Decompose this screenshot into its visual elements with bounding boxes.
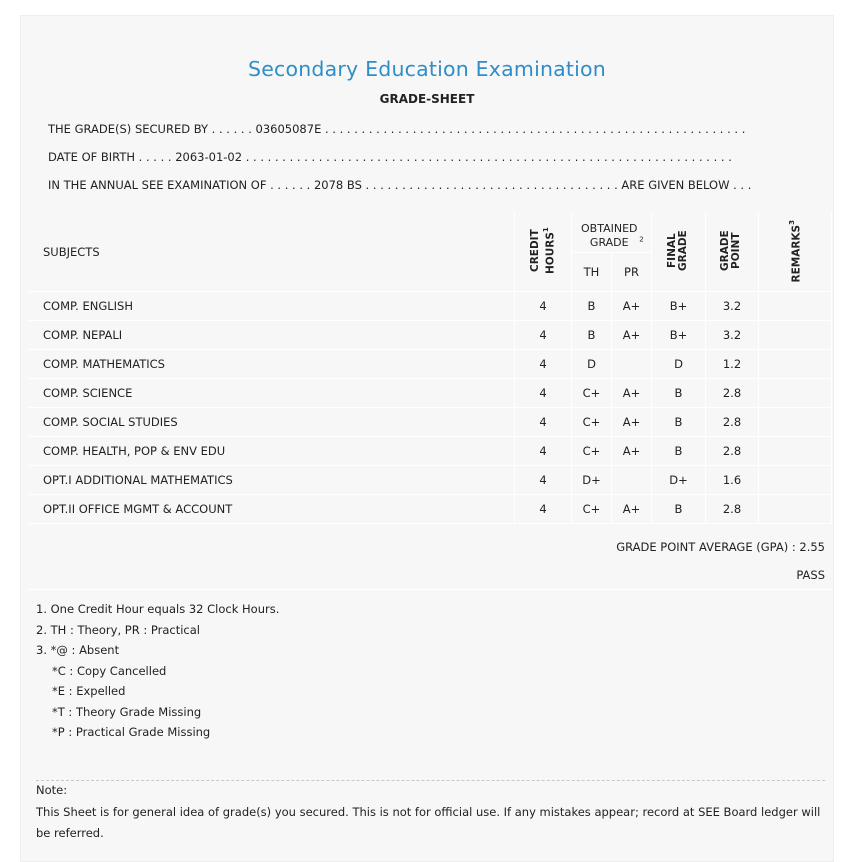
pr-cell: A+ (612, 408, 652, 437)
pr-cell: A+ (612, 292, 652, 321)
grade-point-header: GRADE POINT (706, 212, 759, 292)
th-cell: C+ (572, 379, 612, 408)
table-row (28, 321, 832, 350)
credit-cell: 4 (515, 495, 572, 524)
final-grade-cell: D (652, 350, 706, 379)
grade-point-cell: 2.8 (706, 495, 759, 524)
credit-cell: 4 (515, 321, 572, 350)
final-grade-cell: B (652, 379, 706, 408)
th-cell: D (572, 350, 612, 379)
credit-cell: 4 (515, 408, 572, 437)
remarks-cell (759, 437, 832, 466)
table-row (28, 350, 832, 379)
grade-point-cell: 3.2 (706, 321, 759, 350)
table-row (28, 466, 832, 495)
remarks-cell (759, 350, 832, 379)
footnote-item: *P : Practical Grade Missing (52, 725, 211, 739)
remarks-header: REMARKS$^3$ (759, 212, 832, 292)
final-grade-cell: B+ (652, 321, 706, 350)
final-grade-cell: B+ (652, 292, 706, 321)
note-divider (36, 780, 825, 781)
subject-cell: OPT.II OFFICE MGMT & ACCOUNT (28, 495, 515, 524)
table-header-row (28, 212, 832, 253)
pr-cell (612, 350, 652, 379)
note-title: Note: (36, 783, 68, 797)
grade-sheet (20, 15, 834, 862)
obtained-grade-header: OBTAINED GRADE $^2$ (572, 212, 652, 253)
subject-cell: COMP. SOCIAL STUDIES (28, 408, 515, 437)
pr-cell: A+ (612, 321, 652, 350)
th-cell: B (572, 292, 612, 321)
gpa-summary: GRADE POINT AVERAGE (GPA) : 2.55 (616, 540, 825, 554)
table-row (28, 495, 832, 524)
remarks-cell (759, 321, 832, 350)
subject-cell: COMP. ENGLISH (28, 292, 515, 321)
pr-header: PR (612, 253, 652, 292)
remarks-cell (759, 495, 832, 524)
credit-cell: 4 (515, 350, 572, 379)
subject-cell: COMP. NEPALI (28, 321, 515, 350)
final-grade-cell: D+ (652, 466, 706, 495)
table-row (28, 408, 832, 437)
grade-point-cell: 2.8 (706, 379, 759, 408)
subjects-header: SUBJECTS (28, 212, 515, 292)
pr-cell: A+ (612, 495, 652, 524)
final-grade-cell: B (652, 495, 706, 524)
footnote-item: *C : Copy Cancelled (52, 663, 167, 678)
table-row (28, 292, 832, 321)
remarks-cell (759, 408, 832, 437)
section-divider (28, 589, 832, 590)
grade-point-cell: 2.8 (706, 408, 759, 437)
date-of-birth-line: DATE OF BIRTH . . . . . 2063-01-02 . . . . . . . . . . . . . . . . . . . . . . . . . . . . . . . . . . . . . . . . . . . . . . . . . . . . . . . . . . . . . . . . . . . (48, 150, 732, 164)
remarks-cell (759, 379, 832, 408)
footnote-item: 2. TH : Theory, PR : Practical (36, 622, 200, 637)
th-cell: C+ (572, 437, 612, 466)
th-cell: B (572, 321, 612, 350)
grade-point-cell: 1.6 (706, 466, 759, 495)
credit-cell: 4 (515, 466, 572, 495)
pr-cell: A+ (612, 437, 652, 466)
page-title: Secondary Education Examination (248, 57, 606, 81)
remarks-cell (759, 466, 832, 495)
th-cell: D+ (572, 466, 612, 495)
subject-cell: COMP. MATHEMATICS (28, 350, 515, 379)
credit-cell: 4 (515, 379, 572, 408)
result-status: PASS (796, 568, 825, 582)
pr-cell: A+ (612, 379, 652, 408)
footnote-item: *T : Theory Grade Missing (52, 704, 202, 719)
final-grade-header: FINAL GRADE (652, 212, 706, 292)
footnote-item: 3. *@ : Absent (36, 643, 120, 657)
final-grade-cell: B (652, 437, 706, 466)
th-header: TH (572, 253, 612, 292)
page-subtitle: GRADE-SHEET (379, 92, 475, 106)
grades-table (28, 212, 832, 524)
subject-cell: COMP. HEALTH, POP & ENV EDU (28, 437, 515, 466)
th-cell: C+ (572, 495, 612, 524)
secured-by-line: THE GRADE(S) SECURED BY . . . . . . 03605087E . . . . . . . . . . . . . . . . . . . . . . . . . . . . . . . . . . . . . . . . . . . . . . . . . . . . . . . . . . (48, 122, 746, 136)
grade-point-cell: 3.2 (706, 292, 759, 321)
grade-point-cell: 2.8 (706, 437, 759, 466)
credit-cell: 4 (515, 292, 572, 321)
subject-cell: OPT.I ADDITIONAL MATHEMATICS (28, 466, 515, 495)
footnote-item: *E : Expelled (52, 684, 126, 698)
credit-hours-header: CREDIT HOURS$^1$ (515, 212, 572, 292)
footnote-item: 1. One Credit Hour equals 32 Clock Hours. (36, 602, 280, 616)
grade-point-cell: 1.2 (706, 350, 759, 379)
table-row (28, 379, 832, 408)
th-cell: C+ (572, 408, 612, 437)
subject-cell: COMP. SCIENCE (28, 379, 515, 408)
remarks-cell (759, 292, 832, 321)
footnotes (36, 599, 279, 743)
table-row (28, 437, 832, 466)
pr-cell (612, 466, 652, 495)
exam-line: IN THE ANNUAL SEE EXAMINATION OF . . . . . . 2078 BS . . . . . . . . . . . . . . . . . . . . . . . . . . . . . . . . . . . ARE GIVEN BELOW . . . (48, 178, 752, 192)
final-grade-cell: B (652, 408, 706, 437)
credit-cell: 4 (515, 437, 572, 466)
note-body: This Sheet is for general idea of grade(s) you secured. This is not for official use. If any mistakes appear; record at SEE Board ledger will be referred. (36, 805, 821, 840)
